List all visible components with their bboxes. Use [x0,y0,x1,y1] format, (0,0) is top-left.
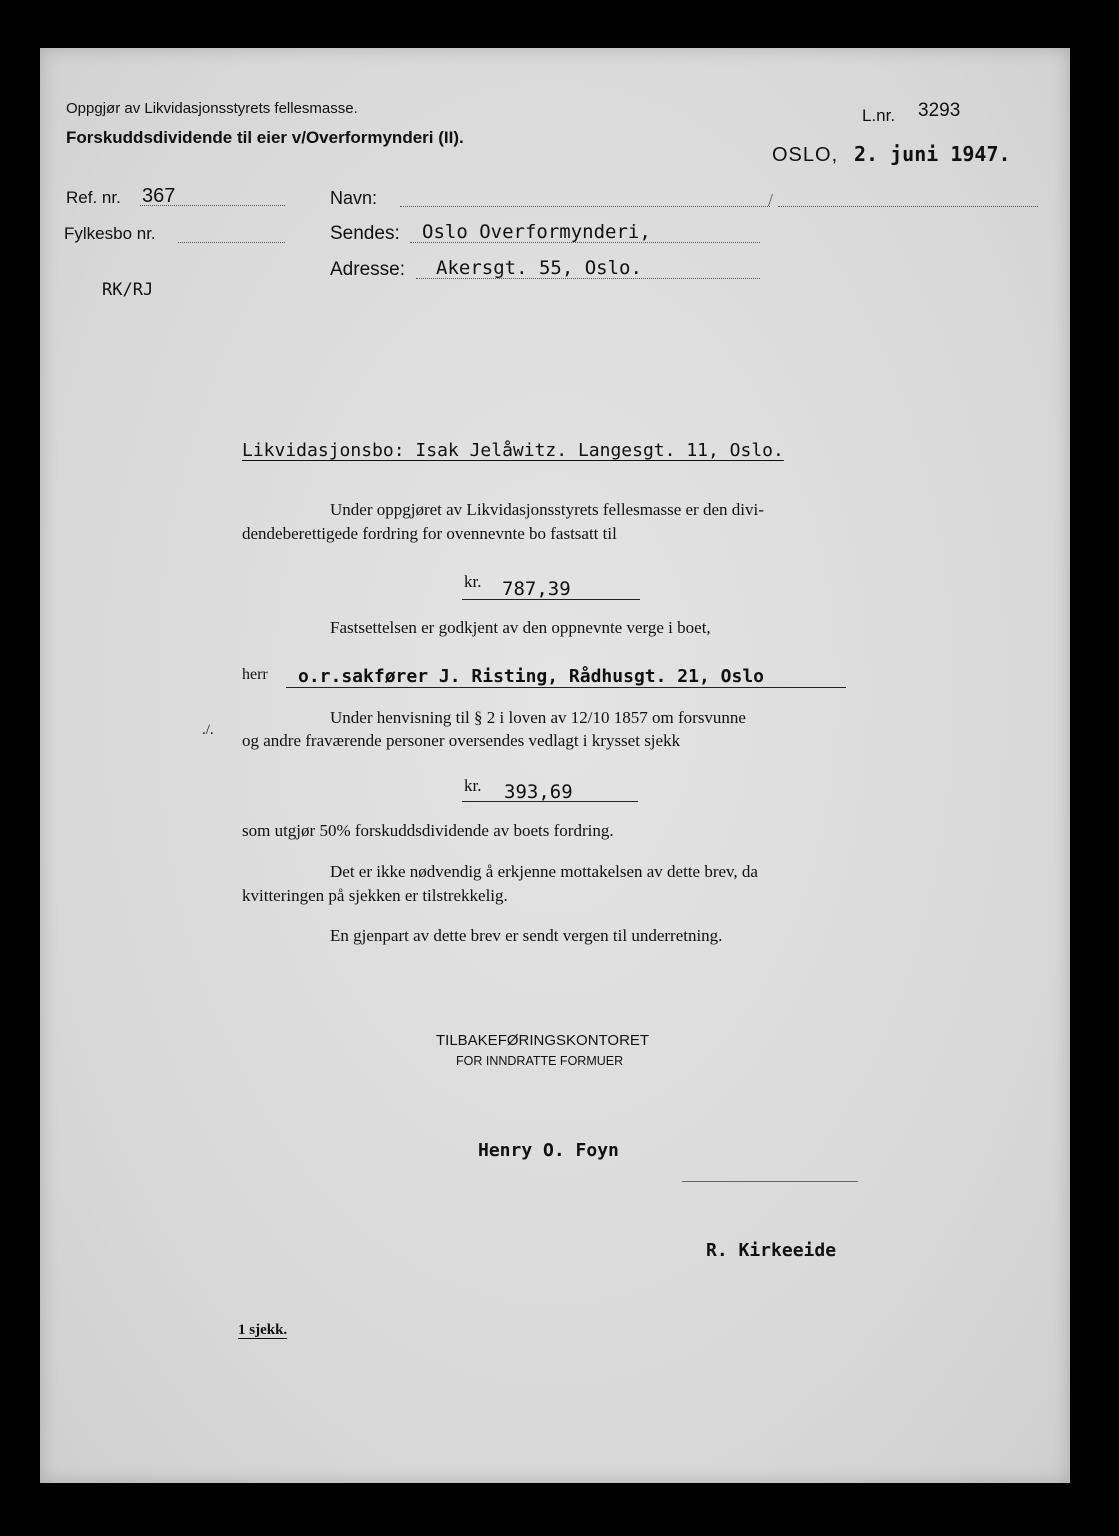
header-line-1: Oppgjør av Likvidasjonsstyrets fellesmasse. [66,100,358,117]
fylkesbo-dotted-line [178,242,285,243]
document-page [40,48,1070,1483]
para1-line2: dendeberettigede fordring for ovennevnte bo fastsatt til [242,524,617,543]
signature-rule [682,1181,858,1182]
para5-line1: Det er ikke nødvendig å erkjenne mottakelsen av dette brev, da [330,862,758,881]
navn-dotted-line-2 [778,206,1038,207]
lnr-value: 3293 [918,100,961,121]
initials: RK/RJ [102,280,154,300]
amount1-value: 787,39 [502,578,571,600]
amount2-rule [462,801,638,802]
sendes-dotted-line [410,242,760,243]
navn-dotted-line [400,206,770,207]
lnr-label: L.nr. [862,106,896,125]
para4: som utgjør 50% forskuddsdividende av boets fordring. [242,821,614,840]
signer2-name: R. Kirkeeide [706,1240,837,1261]
subject-line: Likvidasjonsbo: Isak Jelåwitz. Langesgt. 11, Oslo. [242,440,784,461]
herr-rule [286,687,846,688]
signer1-name: Henry O. Foyn [478,1140,619,1161]
fylkesbo-label: Fylkesbo nr. [64,224,156,243]
ref-label: Ref. nr. [66,188,121,207]
enclosure-note: 1 sjekk. [238,1322,288,1338]
amount2-value: 393,69 [504,781,573,803]
date-prefix: OSLO, [772,144,839,166]
ref-dotted-line [140,205,285,206]
margin-mark: ./. [202,722,214,738]
header-line-2: Forskuddsdividende til eier v/Overformynderi (II). [66,128,464,147]
navn-label: Navn: [330,188,378,208]
para6: En gjenpart av dette brev er sendt vergen til underretning. [330,926,723,945]
office-line1: TILBAKEFØRINGSKONTORET [436,1032,650,1049]
herr-value: o.r.sakfører J. Risting, Rådhusgt. 21, Oslo [298,666,764,687]
amount1-rule [462,599,640,600]
para1-line1: Under oppgjøret av Likvidasjonsstyrets fellesmasse er den divi- [330,500,764,519]
amount2-label: kr. [464,776,482,795]
date-value: 2. juni 1947. [854,142,1011,166]
sendes-value: Oslo Overformynderi, [422,221,651,243]
para2: Fastsettelsen er godkjent av den oppnevnte verge i boet, [330,618,711,637]
navn-tick-mark: / [768,190,774,210]
office-line2: FOR INNDRATTE FORMUER [456,1054,624,1068]
adresse-value: Akersgt. 55, Oslo. [436,257,642,279]
adresse-label: Adresse: [330,259,405,280]
para3-line1: Under henvisning til § 2 i loven av 12/10 1857 om forsvunne [330,708,746,727]
amount1-label: kr. [464,572,482,591]
sendes-label: Sendes: [330,223,400,244]
adresse-dotted-line [416,278,760,279]
ref-value: 367 [142,185,176,207]
herr-label: herr [242,666,268,683]
para3-line2: og andre fraværende personer oversendes vedlagt i krysset sjekk [242,731,681,750]
para5-line2: kvitteringen på sjekken er tilstrekkelig. [242,886,508,905]
